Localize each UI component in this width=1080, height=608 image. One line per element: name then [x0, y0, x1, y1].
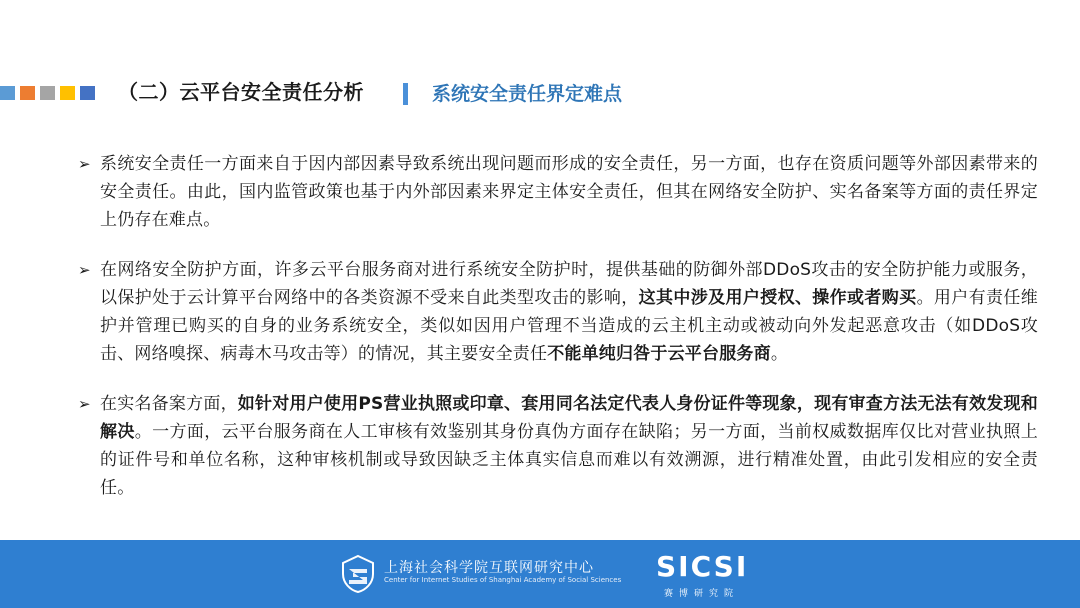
paragraph: [78, 150, 1038, 234]
square-3: [40, 86, 55, 100]
title-divider: [403, 83, 408, 105]
page-subtitle: 系统安全责任界定难点: [432, 83, 623, 105]
text-segment: 在实名备案方面，: [100, 394, 238, 414]
org-name-en: Center for Internet Studies of Shanghai Academy of Social Sciences: [384, 576, 622, 584]
sicsi-logo-subtitle: 赛博研究院: [664, 589, 740, 599]
paragraph: [78, 256, 1038, 368]
square-4: [60, 86, 75, 100]
text-segment: 系统安全责任一方面来自于因内部因素导致系统出现问题而形成的安全责任，另一方面，也存在资质问题等外部因素带来的安全责任。由此，国内监管政策也基于内外部因素来界定主体安全责任，但其在网络安全防护、实名备案等方面的责任界定上仍存在难点。: [100, 154, 1038, 230]
shield-logo-icon: [340, 554, 376, 594]
arrow-bullet-icon: ➢: [78, 155, 91, 173]
arrow-bullet-icon: ➢: [78, 395, 91, 413]
text-segment: 。用户有责任维护并管理已购买的自身的业务系统安全，类似如因用户管理不当造成的云主机主动或被动向外发起恶意攻击（如DDoS攻击、网络嗅探、病毒木马攻击等）的情况，其主要安全责任: [100, 288, 1039, 364]
footer-bar: [0, 540, 1080, 608]
decorative-squares: [0, 86, 95, 100]
square-2: [20, 86, 35, 100]
emphasis-text: 这其中涉及用户授权、操作或者购买: [638, 288, 917, 308]
arrow-bullet-icon: ➢: [78, 261, 91, 279]
emphasis-text: 如针对用户使用PS营业执照或印章、套用同名法定代表人身份证件等现象，现有审查方法无法有效发现和解决: [100, 394, 1038, 442]
text-segment: 。一方面，云平台服务商在人工审核有效鉴别其身份真伪方面存在缺陷；另一方面，当前权威数据库仅比对营业执照上的证件号和单位名称，这种审核机制或导致因缺乏主体真实信息而难以有效溯源，进行精准处置，由此引发相应的安全责任。: [100, 422, 1038, 498]
text-segment: 在网络安全防护方面，许多云平台服务商对进行系统安全防护时，提供基础的防御外部DDoS攻击的安全防护能力或服务，以保护处于云计算平台网络中的各类资源不受来自此类型攻击的影响，: [100, 260, 1038, 308]
square-1: [0, 86, 15, 100]
section-title: （二）云平台安全责任分析: [118, 80, 364, 104]
emphasis-text: 不能单纯归咎于云平台服务商: [547, 344, 771, 364]
sicsi-logo: SICSI: [656, 550, 749, 583]
content-body: [78, 150, 1038, 524]
paragraph-text: [100, 390, 1038, 502]
paragraph: [78, 390, 1038, 502]
paragraph-text: [100, 150, 1038, 234]
org-name-cn: 上海社会科学院互联网研究中心: [384, 560, 594, 576]
text-segment: 。: [770, 344, 789, 364]
paragraph-text: [100, 256, 1038, 368]
square-5: [80, 86, 95, 100]
